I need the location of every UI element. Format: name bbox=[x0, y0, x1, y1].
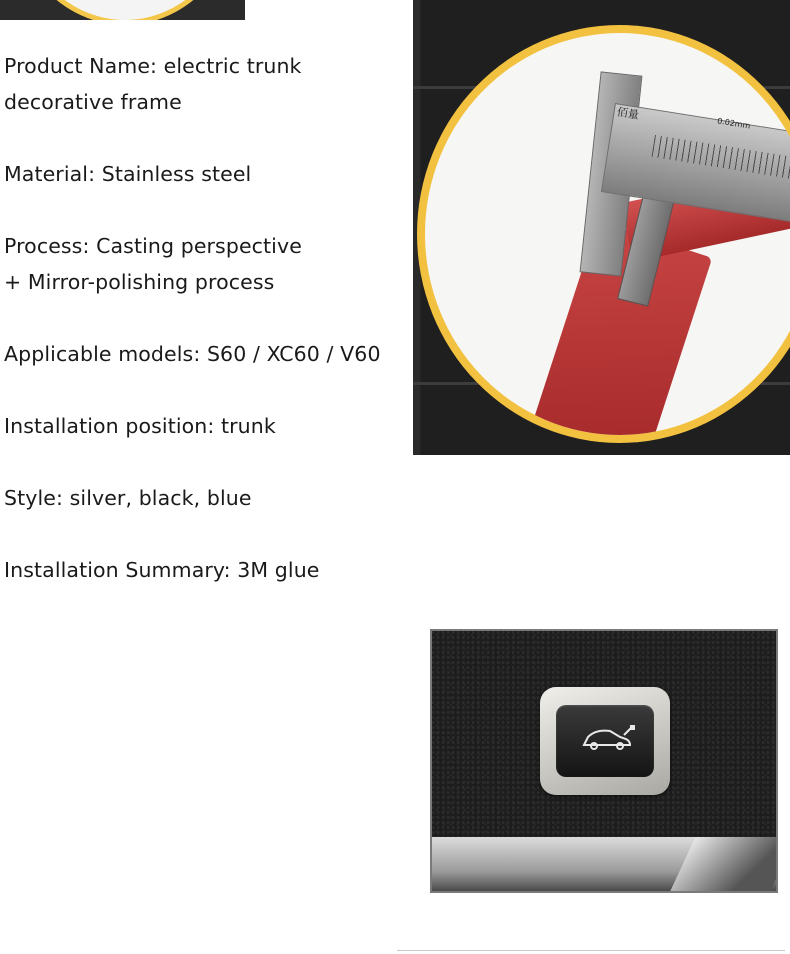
caliper-brand-label: 佰量 bbox=[616, 105, 640, 122]
spec-material: Material: Stainless steel bbox=[4, 162, 252, 186]
spec-product-name: Product Name: electric trunk decorative frame bbox=[4, 54, 302, 114]
trunk-switch-button bbox=[556, 705, 654, 777]
trunk-open-icon bbox=[580, 723, 636, 753]
spec-style: Style: silver, black, blue bbox=[4, 486, 252, 510]
spec-installation-position: Installation position: trunk bbox=[4, 414, 276, 438]
thumbnail-ring bbox=[10, 0, 240, 20]
caliper-measurement-photo bbox=[413, 0, 790, 455]
spec-process: Process: Casting perspective + Mirror-polishing process bbox=[4, 234, 302, 294]
car-interior-edge bbox=[432, 837, 776, 893]
top-product-thumbnail bbox=[0, 0, 245, 20]
bottom-divider bbox=[397, 950, 785, 951]
spec-list bbox=[4, 48, 404, 624]
decorative-frame-bezel bbox=[540, 687, 670, 795]
spec-installation-summary: Installation Summary: 3M glue bbox=[4, 558, 320, 582]
caliper-unit-label: 0.02mm bbox=[716, 116, 751, 131]
trunk-switch-photo bbox=[430, 629, 778, 893]
spec-applicable-models: Applicable models: S60 / XC60 / V60 bbox=[4, 342, 381, 366]
